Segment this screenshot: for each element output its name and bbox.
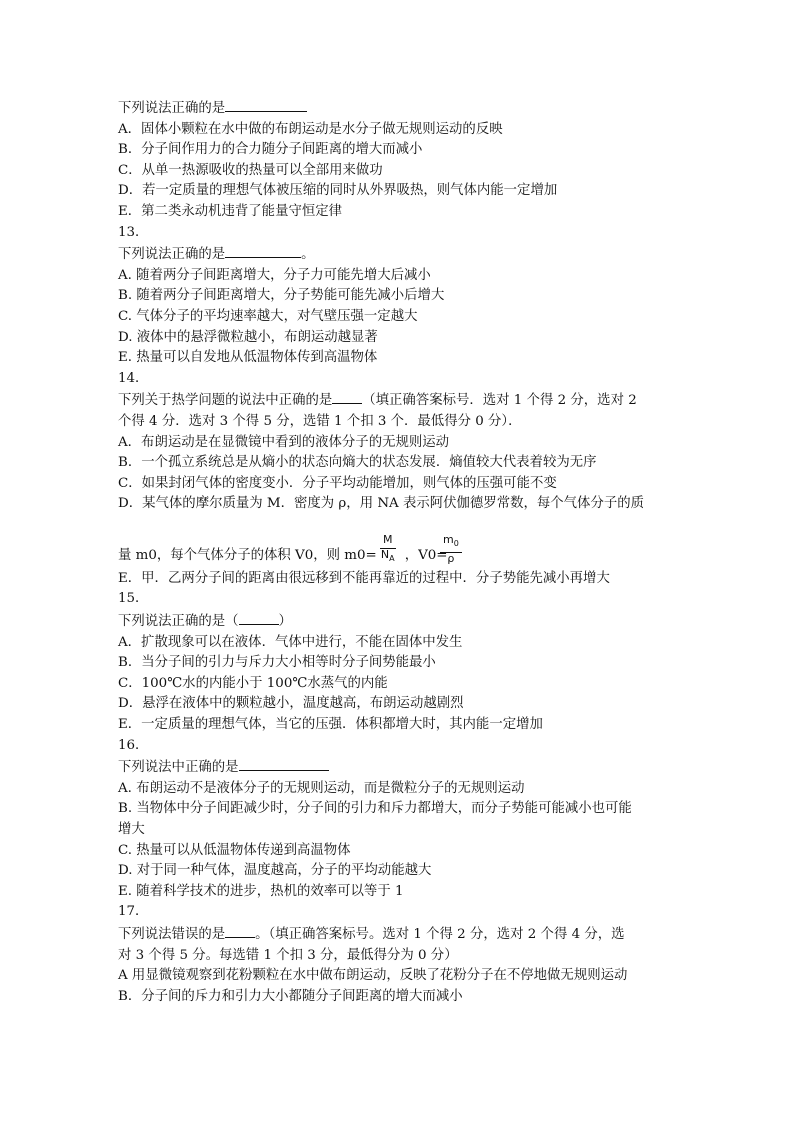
q14-option-d: D．某气体的摩尔质量为 M．密度为 ρ，用 NA 表示阿伏伽德罗常数，每个气体分子的质 [118,496,645,512]
q13-option-c: C. 气体分子的平均速率越大，对气壁压强一定越大 [118,308,418,324]
q13-option-d: D. 液体中的悬浮微粒越小，布朗运动越显著 [118,329,378,345]
q15-option-e: E．一定质量的理想气体，当它的压强．体积都增大时，其内能一定增加 [118,717,543,733]
q13-option-b: B. 随着两分子间距离增大，分子势能可能先减小后增大 [118,288,445,304]
q12-option-a: A．固体小颗粒在水中做的布朗运动是水分子做无规则运动的反映 [118,121,503,137]
q12-option-c: C．从单一热源吸收的热量可以全部用来做功 [118,162,383,178]
q14-stem-cont: 个得 4 分．选对 3 个得 5 分，选错 1 个扣 3 个．最低得分 0 分）． [118,413,522,429]
q17-stem-cont: 对 3 个得 5 分。每选错 1 个扣 3 分，最低得分为 0 分） [118,947,458,963]
q16-option-c: C. 热量可以从低温物体传递到高温物体 [118,842,351,858]
answer-blank[interactable] [239,610,279,625]
q17-option-a: A 用显微镜观察到花粉颗粒在水中做布朗运动，反映了花粉分子在不停地做无规则运动 [118,968,628,984]
q14-option-a: A．布朗运动是在显微镜中看到的液体分子的无规则运动 [118,434,450,450]
q15-option-a: A．扩散现象可以在液体．气体中进行，不能在固体中发生 [118,634,463,650]
q14-option-c: C．如果封闭气体的密度变小．分子平均动能增加，则气体的压强可能不变 [118,475,557,491]
q17-stem: 下列说法错误的是 。（填正确答案标号。选对 1 个得 2 分，选对 2 个得 4 分，选 [118,923,683,946]
q14-option-e: E．甲．乙两分子间的距离由很远移到不能再靠近的过程中．分子势能先减小再增大 [118,570,610,586]
fraction-denominator: $N_A$ [380,547,395,563]
fraction-numerator: $m_0$ [440,534,462,553]
q12-stem: 下列说法正确的是 [118,97,683,120]
q13-option-a: A. 随着两分子间距离增大，分子力可能先增大后减小 [118,267,431,283]
q16-stem: 下列说法中正确的是 [118,756,683,779]
q15-stem: 下列说法正确的是（ ） [118,610,683,633]
q16-option-b-cont: 增大 [118,822,145,837]
answer-blank[interactable] [225,97,307,112]
q16-option-b: B. 当物体中分子间距减少时，分子间的引力和斥力都增大，而分子势能可能减小也可能 [118,801,632,817]
q13-number: 13． [118,224,149,240]
q15-number: 15． [118,591,149,607]
q17-number: 17． [118,904,149,920]
q14-option-d-text: 量 m0，每个气体分子的体积 V0，则 m0= [118,548,377,564]
q13-option-e: E. 热量可以自发地从低温物体传到高温物体 [118,350,378,366]
answer-blank[interactable] [239,756,329,771]
fraction-numerator: M [380,534,396,549]
q15-option-d: D．悬浮在液体中的颗粒越小，温度越高，布朗运动越剧烈 [118,696,464,712]
q12-option-d: D．若一定质量的理想气体被压缩的同时从外界吸热，则气体内能一定增加 [118,183,558,199]
fraction-v0-formula [440,534,462,565]
answer-blank[interactable] [225,243,301,258]
q14-option-b: B．一个孤立系统总是从熵小的状态向熵大的状态发展．熵值较大代表着较为无序 [118,455,597,471]
answer-blank[interactable] [225,923,255,938]
q13-stem: 下列说法正确的是 。 [118,243,683,266]
q15-option-c: C．100℃水的内能小于 100℃水蒸气的内能 [118,675,388,691]
fraction-m0-formula [380,534,396,565]
q16-option-d: D. 对于同一种气体，温度越高，分子的平均动能越大 [118,863,432,879]
answer-blank[interactable] [332,389,362,404]
document-page [118,97,683,1007]
q14-option-d-formula-line [118,515,683,569]
q14-number: 14． [118,370,149,386]
q15-option-b: B．当分子间的引力与斥力大小相等时分子间势能最小 [118,655,436,671]
q14-option-d-text-mid: ，V0= [404,548,448,564]
fraction-denominator: ρ [447,551,455,565]
q16-option-a: A. 布朗运动不是液体分子的无规则运动，而是微粒分子的无规则运动 [118,780,525,796]
q12-option-e: E．第二类永动机违背了能量守恒定律 [118,203,343,219]
q16-number: 16． [118,737,149,753]
q16-option-e: E. 随着科学技术的进步，热机的效率可以等于 1 [118,883,404,899]
q17-option-b: B．分子间的斥力和引力大小都随分子间距离的增大而减小 [118,988,463,1004]
q14-stem: 下列关于热学问题的说法中正确的是 （填正确答案标号．选对 1 个得 2 分，选对 2 [118,389,683,412]
q12-option-b: B．分子间作用力的合力随分子间距离的增大而减小 [118,142,423,158]
